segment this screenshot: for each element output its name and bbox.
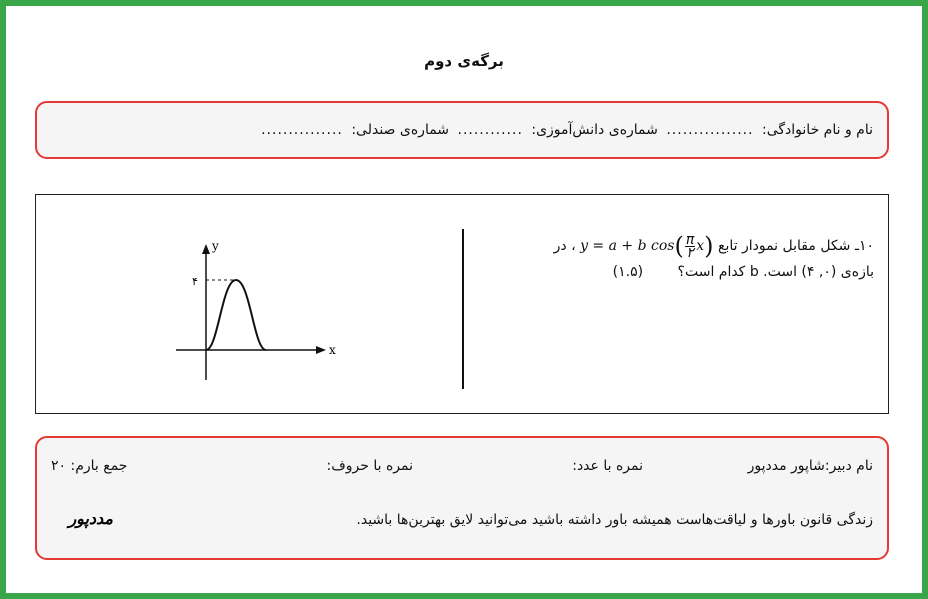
seat-number-field[interactable]: ...............: [261, 122, 343, 138]
student-info-box: [35, 101, 889, 159]
x-axis-label: x: [329, 343, 336, 357]
student-number-field[interactable]: ............: [457, 122, 523, 138]
formula-fraction: [685, 231, 695, 261]
name-label: نام و نام خانوادگی:: [762, 122, 873, 138]
formula-main: y = a + b cos: [580, 238, 675, 254]
y-tick-label: ۴: [192, 275, 198, 288]
formula-variable: x: [696, 238, 705, 254]
y-axis-label: y: [212, 239, 219, 253]
x-axis-arrow: [316, 346, 326, 354]
question-text-line2: بازه‌ی (۰, ۴) است. b کدام است؟: [677, 264, 874, 280]
question-text: [474, 233, 874, 285]
teacher-signature: [55, 504, 115, 548]
signature-text: مددپور: [68, 509, 113, 528]
function-formula: y = a + b cos( $\frac{\pi}{۲}$ x): [580, 231, 714, 261]
question-text-part2: ، در: [553, 238, 576, 254]
page-title: برگه‌ی دوم: [424, 52, 504, 70]
footer-box: [35, 436, 889, 560]
question-text-part1: شکل مقابل نمودار تابع: [718, 238, 851, 254]
question-line-1: [474, 233, 874, 259]
seat-number-label: شماره‌ی صندلی:: [351, 122, 450, 138]
motto: زندگی قانون باورها و لیاقت‌هاست همیشه باور داشته باشید می‌توانید لایق بهترین‌ها باشید.: [356, 512, 873, 528]
student-number-label: شماره‌ی دانش‌آموزی:: [531, 122, 658, 138]
score-number-label: نمره با عدد:: [572, 458, 643, 474]
name-field[interactable]: ................: [666, 122, 754, 138]
question-number: ۱۰ـ: [854, 238, 874, 254]
fraction-numerator: π: [685, 231, 695, 248]
footer-info-line: [51, 458, 873, 478]
question-box: [35, 194, 889, 414]
y-axis-arrow: [202, 244, 210, 254]
question-score: (۱.۵): [612, 264, 644, 280]
student-info-line: [51, 122, 873, 138]
function-curve: [206, 280, 266, 350]
function-graph: [166, 230, 336, 390]
question-divider: [462, 229, 464, 389]
total-score: جمع بارم: ۲۰: [51, 458, 128, 474]
score-letters-label: نمره با حروف:: [326, 458, 413, 474]
question-line-2: [474, 259, 874, 285]
teacher-name: نام دبیر:شاپور مددپور: [747, 458, 873, 474]
fraction-denominator: ۲: [686, 244, 694, 261]
